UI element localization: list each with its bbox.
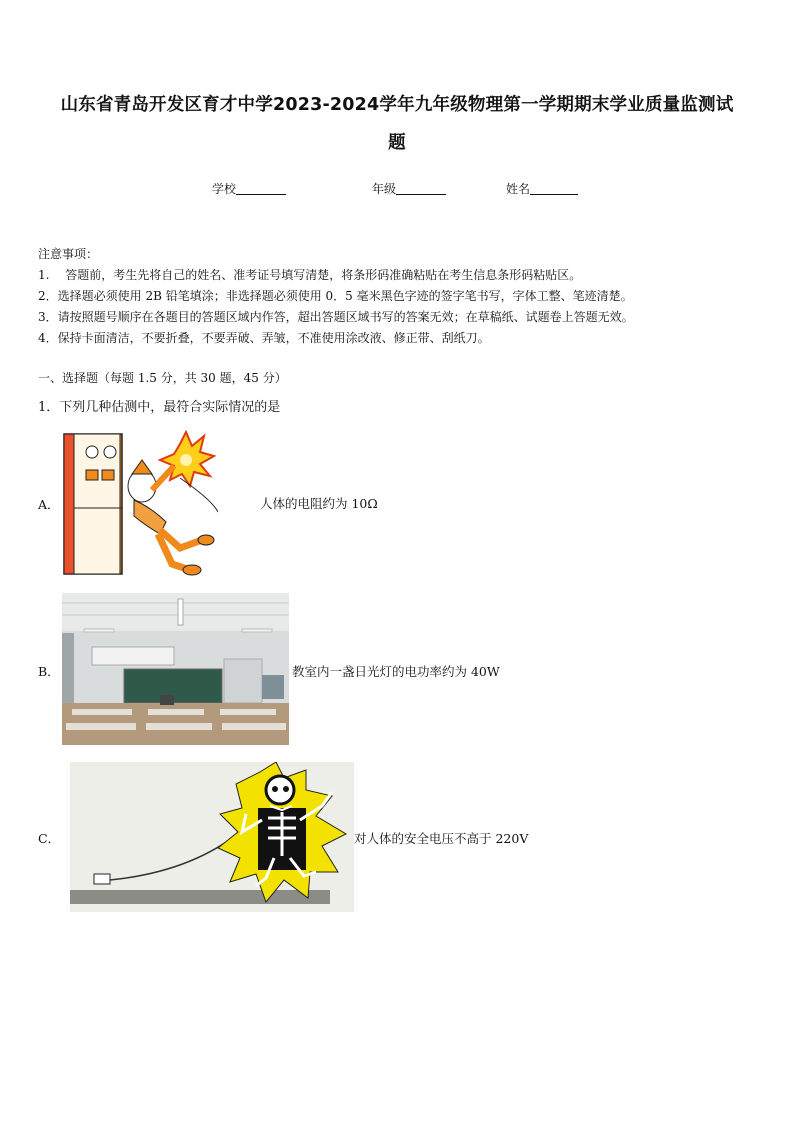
notice-item: 1. 答题前，考生先将自己的姓名、准考证号填写清楚，将条形码准确粘贴在考生信息条形码粘贴区。 [38, 268, 582, 282]
name-label: 姓名 [506, 182, 531, 196]
option-c-letter: C． [38, 831, 61, 846]
option-a-text: 人体的电阻约为 10Ω [260, 496, 378, 511]
option-a-letter: A． [38, 497, 60, 512]
question-stem: 1．下列几种估测中，最符合实际情况的是 [38, 400, 281, 415]
notice-heading: 注意事项： [38, 247, 99, 261]
notice-item: 4．保持卡面清洁，不要折叠，不要弄破、弄皱，不准使用涂改液、修正带、刮纸刀。 [38, 331, 490, 345]
classroom-photo [62, 593, 289, 745]
school-label: 学校 [212, 182, 237, 196]
notice-item: 2．选择题必须使用 2B 铅笔填涂；非选择题必须使用 0．5 毫米黑色字迹的签字笔书写，字体工整、笔迹清楚。 [38, 289, 633, 303]
name-blank [530, 182, 578, 195]
notice-item: 3．请按照题号顺序在各题目的答题区域内作答，超出答题区域书写的答案无效；在草稿纸、试题卷上答题无效。 [38, 310, 634, 324]
grade-blank [396, 182, 446, 195]
electrician-shock-illustration [62, 430, 218, 578]
section-heading: 一、选择题（每题 1.5 分，共 30 题，45 分） [38, 371, 287, 385]
grade-label: 年级 [372, 182, 397, 196]
skeleton-shock-illustration [70, 762, 354, 912]
option-b-text: 教室内一盏日光灯的电功率约为 40W [292, 664, 500, 679]
notice-block [38, 244, 634, 349]
school-blank [236, 182, 286, 195]
grade-field [372, 180, 446, 197]
option-b-letter: B． [38, 664, 60, 679]
name-field [506, 180, 578, 197]
school-field [212, 180, 286, 197]
option-c-text: 对人体的安全电压不高于 220V [354, 831, 529, 846]
page-title [30, 86, 764, 162]
title-line-1: 山东省青岛开发区育才中学2023-2024学年九年级物理第一学期期末学业质量监测试 [60, 95, 734, 115]
title-line-2: 题 [388, 133, 406, 153]
